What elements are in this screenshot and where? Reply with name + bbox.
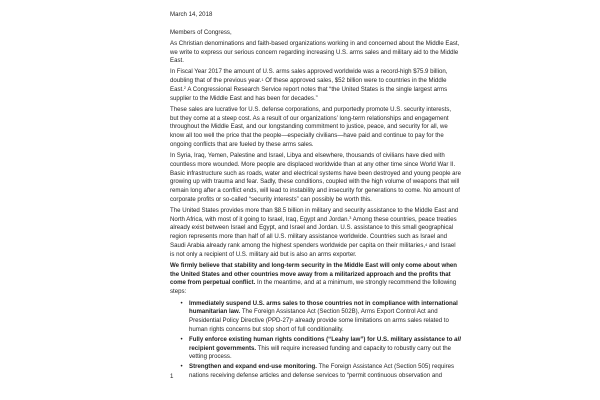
footnote-ref-5: 5: [291, 317, 294, 322]
text-run: In the meantime, and at a minimum, we strongly recommend the following steps:: [170, 279, 457, 296]
text-run: The United States provides more than $8.5 billion in military and security assistance to the Middle East and North Africa, with most of it going to Israel, Iraq, Egypt and Jordan.: [170, 206, 459, 223]
footnote-ref-2: 2: [183, 86, 187, 91]
bold-text-run: Strengthen and expand end-use monitoring.: [189, 363, 317, 371]
bullet-item-leahy-law: [189, 336, 461, 362]
bullet-item-suspend-sales: [189, 300, 461, 335]
text-run: The Foreign Assistance Act (Section 505) requires nations receiving defense articles and defense services to “permit continuous observation and: [189, 363, 455, 379]
text-run: already provide some limitations on arms sales related to human rights concerns but stop short of full conditionality.: [189, 317, 449, 333]
paragraph-fiscal-year: [170, 68, 461, 103]
page-number: 1: [170, 373, 174, 380]
date: March 14, 2018: [170, 11, 213, 18]
text-run: Of these approved sales, $52 billion were to countries in the Middle East.: [170, 77, 447, 93]
salutation: Members of Congress,: [170, 28, 232, 36]
recommendations-list: [170, 300, 461, 381]
paragraph-intro: As Christian denominations and faith-based organizations working in and concerned about the Middle East, we write to express our serious concern regarding increasing U.S. arms sales and military aid to the Middle East.: [170, 39, 460, 65]
bold-text-run: Immediately suspend U.S. arms sales to those countries not in compliance with international humanitarian law.: [189, 299, 458, 316]
text-run: The Foreign Assistance Act (Section 502B), Arms Export Control Act and Presidential Policy Directive (PPD-27): [189, 308, 438, 325]
letter-body: [170, 11, 461, 382]
bold-text-run: recipient governments.: [189, 344, 257, 352]
text-run: and Israel is not only a recipient of U.S. military aid but is also an arms exporter.: [170, 242, 456, 258]
paragraph-civilian-toll: In Syria, Iraq, Yemen, Palestine and Israel, Libya and elsewhere, thousands of civilians have died with countless more wounded. More people are displaced worldwide than at any other time since World War II. Basic infrastructure such as roads, water and electrical systems have been destroyed and young people are growing up with trauma and fear. Sadly, these conditions, coupled with the high volume of weapons that will remain long after a conflict ends, will lead to instability and insecurity for generations to come. No amount of corporate profits or so-called “security interests” can possibly be worth this.: [170, 151, 461, 203]
text-run: A Congressional Research Service report notes that “the United States is the single largest arms supplier to the Middle East and has been for decades.”: [170, 85, 448, 102]
bold-italic-text-run: all: [454, 335, 461, 343]
paragraph-assistance: [170, 207, 461, 260]
text-run: This will require increased funding and capacity to robustly carry out the vetting process.: [189, 344, 452, 361]
footnote-ref-1: 1: [261, 77, 264, 82]
text-run: In Fiscal Year 2017 the amount of U.S. arms sales approved worldwide was a record-high $75.9 billion, doubling that of the previous year.: [170, 68, 448, 85]
footnote-ref-4: 4: [425, 242, 428, 247]
bullet-item-end-use-monitoring: [189, 363, 461, 381]
footnote-ref-3: 3: [349, 216, 352, 221]
paragraph-belief-statement: [170, 262, 461, 297]
paragraph-steep-cost: These sales are lucrative for U.S. defense corporations, and purportedly promote U.S. security interests, but they come at a steep cost. As a result of our organizations’ long-term relationships and engagement throughout the Middle East, and our longstanding commitment to justice, peace, and security for all, we know all too well the price that the people—especially civilians—have paid and continue to pay for the ongoing conflicts that are fueled by these arms sales.: [170, 105, 452, 148]
bold-text-run: We firmly believe that stability and long-term security in the Middle East will only come about when the United States and other countries move away from a militarized approach and the profits that come from perpetual conflict.: [170, 261, 458, 287]
text-run: Among these countries, peace treaties already exist between Israel and Egypt, and Israel and Jordan. U.S. assistance to this small geographical region represents more than half of all U.S. military assistance worldwide. Countries such as Israel and Saudi Arabia already rank among the highest spenders worldwide per capita on their militaries,: [170, 215, 457, 250]
bold-text-run: Fully enforce existing human rights conditions (“Leahy law”) for U.S. military assistance to: [189, 335, 455, 343]
